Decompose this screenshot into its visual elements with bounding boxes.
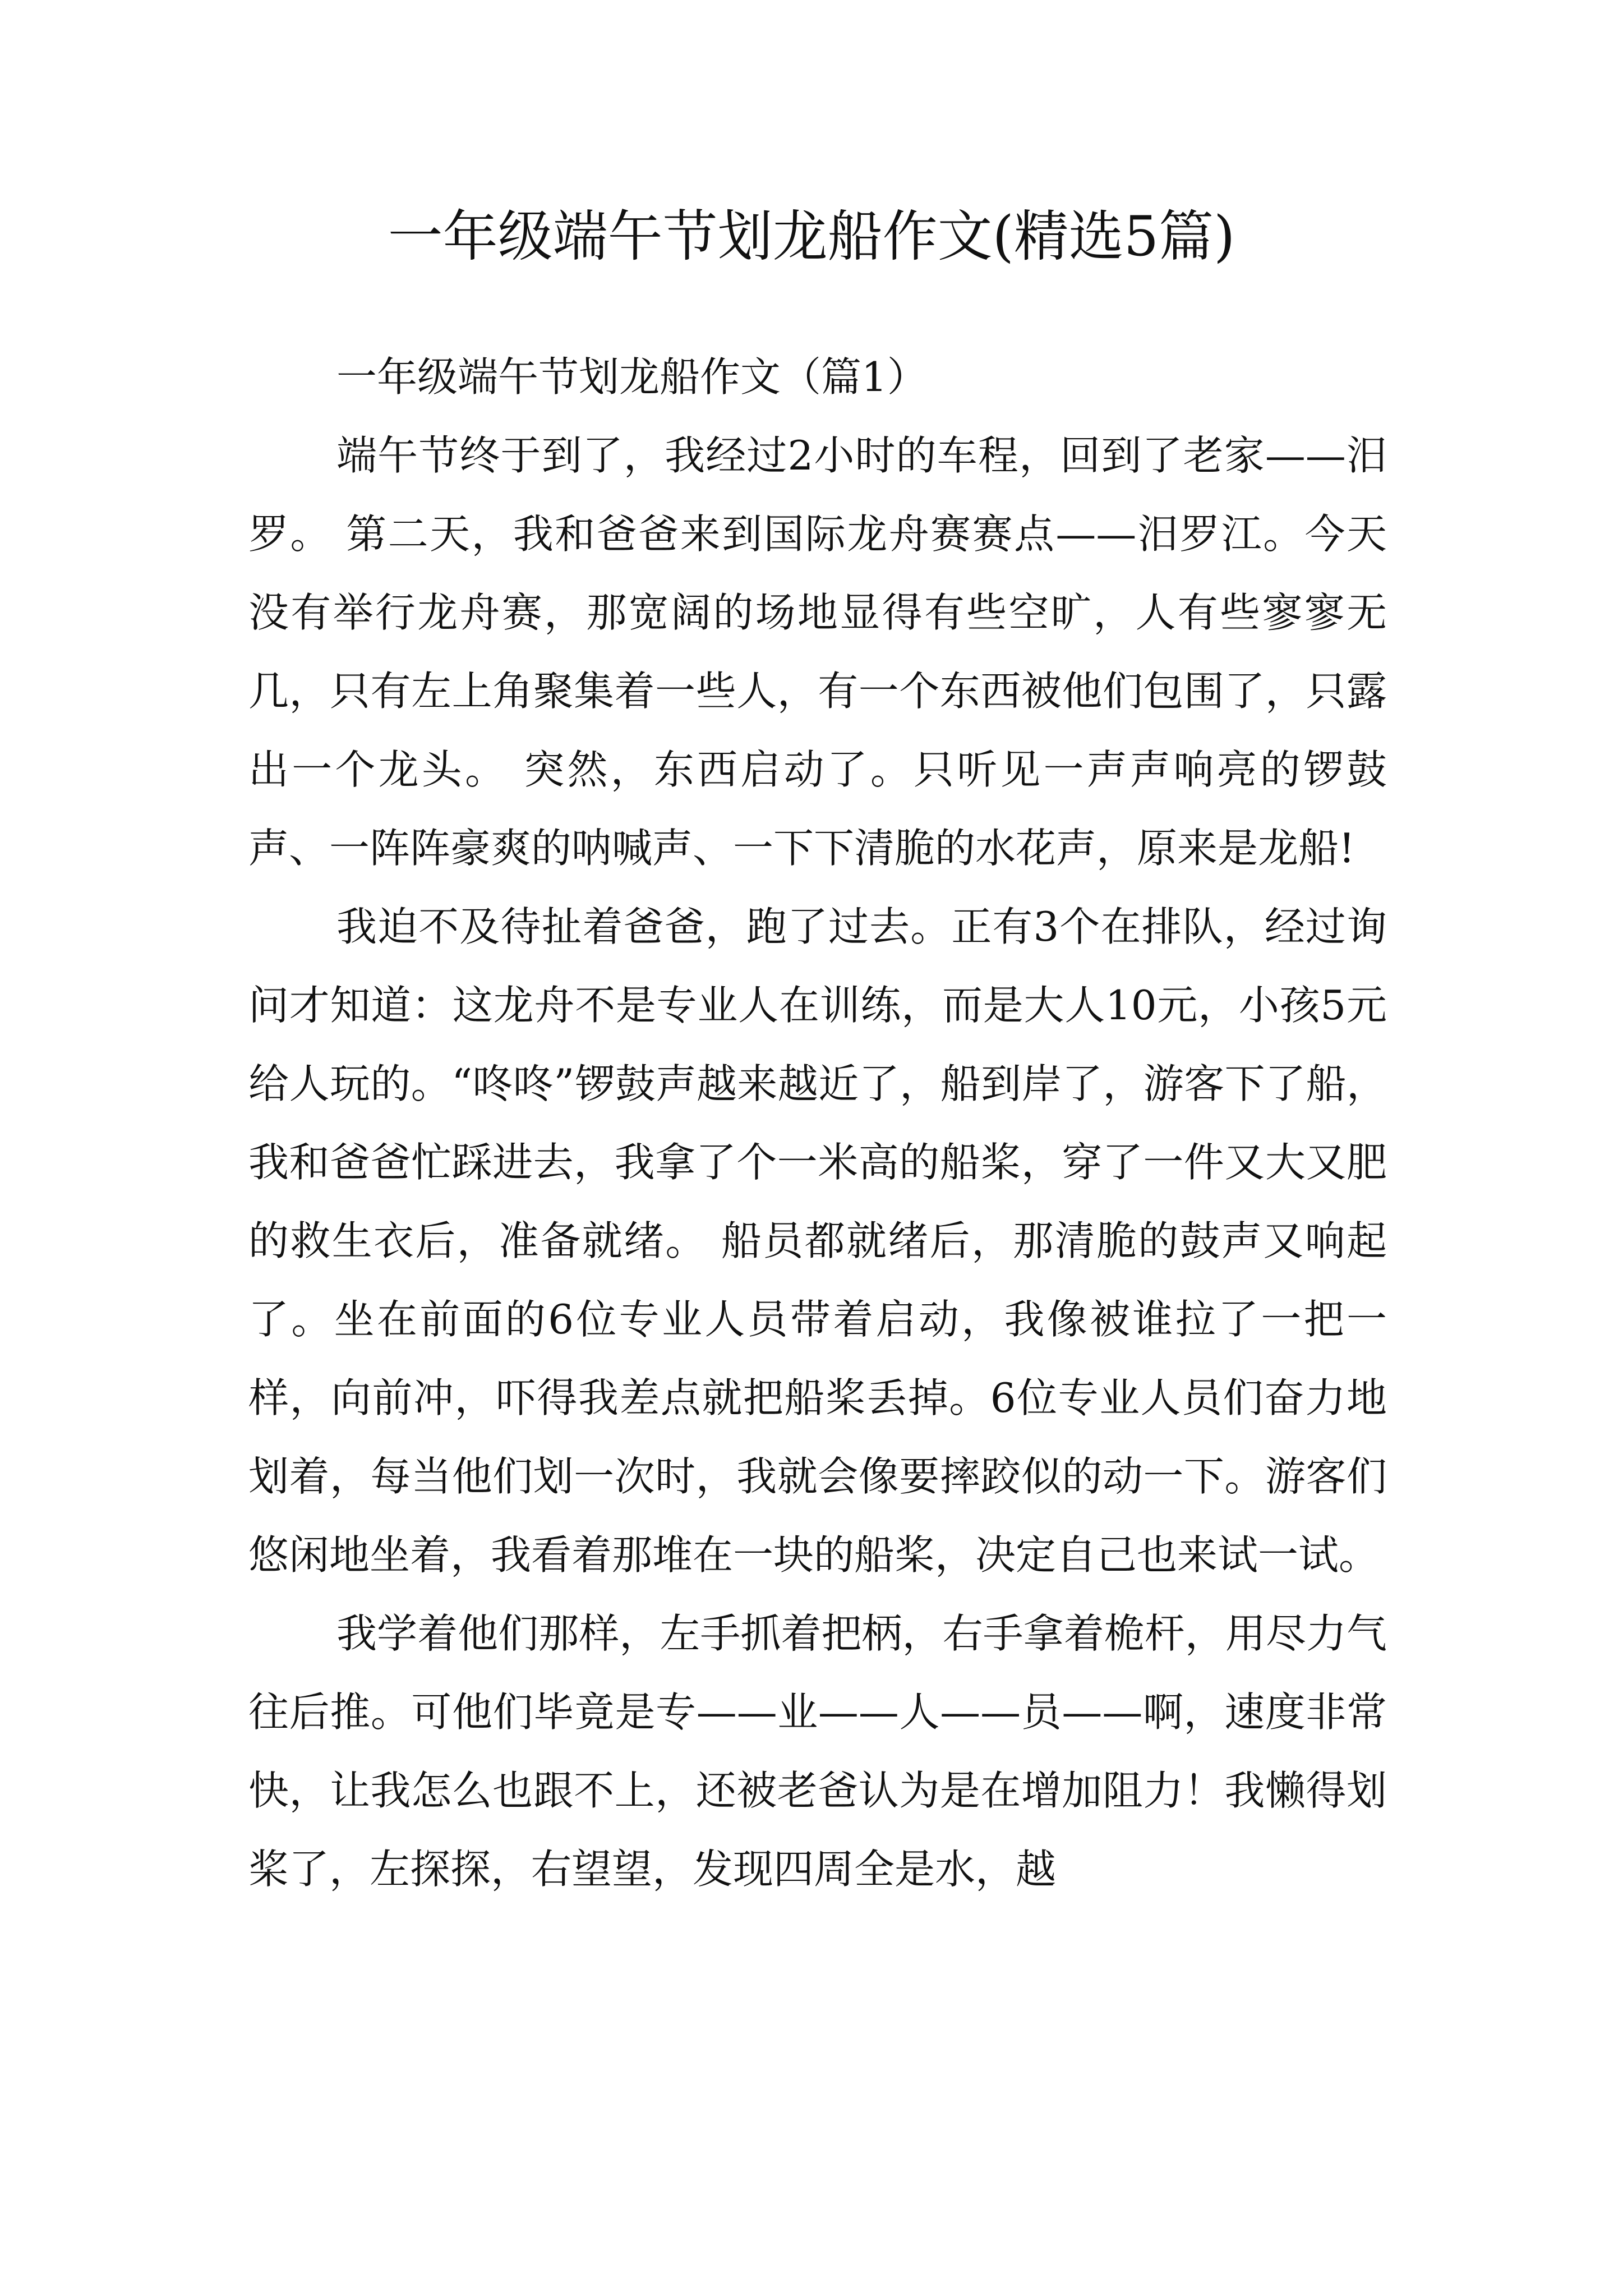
document-body xyxy=(248,338,1387,1908)
paragraph: 我学着他们那样，左手抓着把柄，右手拿着桅杆，用尽力气往后推。可他们毕竟是专——业——人——员——啊，速度非常快，让我怎么也跟不上，还被老爸认为是在增加阻力！我懒得划桨了，左探探，右望望，发现四周全是水，越 xyxy=(248,1610,1387,1893)
section-heading: 一年级端午节划龙船作文（篇1） xyxy=(336,353,928,401)
paragraph: 我迫不及待扯着爸爸，跑了过去。正有3个在排队，经过询问才知道：这龙舟不是专业人在训练，而是大人10元，小孩5元给人玩的。“咚咚”锣鼓声越来越近了，船到岸了，游客下了船，我和爸爸忙踩进去，我拿了个一米高的船桨，穿了一件又大又肥的救生衣后，准备就绪。 船员都就绪后，那清脆的鼓声又响起了。坐在前面的6位专业人员带着启动，我像被谁拉了一把一样，向前冲，吓得我差点就把船桨丢掉。6位专业人员们奋力地划着，每当他们划一次时，我就会像要摔跤似的动一下。游客们悠闲地坐着，我看着那堆在一块的船桨，决定自己也来试一试。 xyxy=(248,903,1387,1579)
document-title: 一年级端午节划龙船作文(精选5篇) xyxy=(388,205,1235,269)
paragraph: 端午节终于到了，我经过2小时的车程，回到了老家——汨罗。 第二天，我和爸爸来到国际龙舟赛赛点——汨罗江。今天没有举行龙舟赛，那宽阔的场地显得有些空旷，人有些寥寥无几，只有左上角聚集着一些人，有一个东西被他们包围了，只露出一个龙头。 突然，东西启动了。只听见一声声响亮的锣鼓声、一阵阵豪爽的呐喊声、一下下清脆的水花声，原来是龙船! xyxy=(248,432,1387,872)
